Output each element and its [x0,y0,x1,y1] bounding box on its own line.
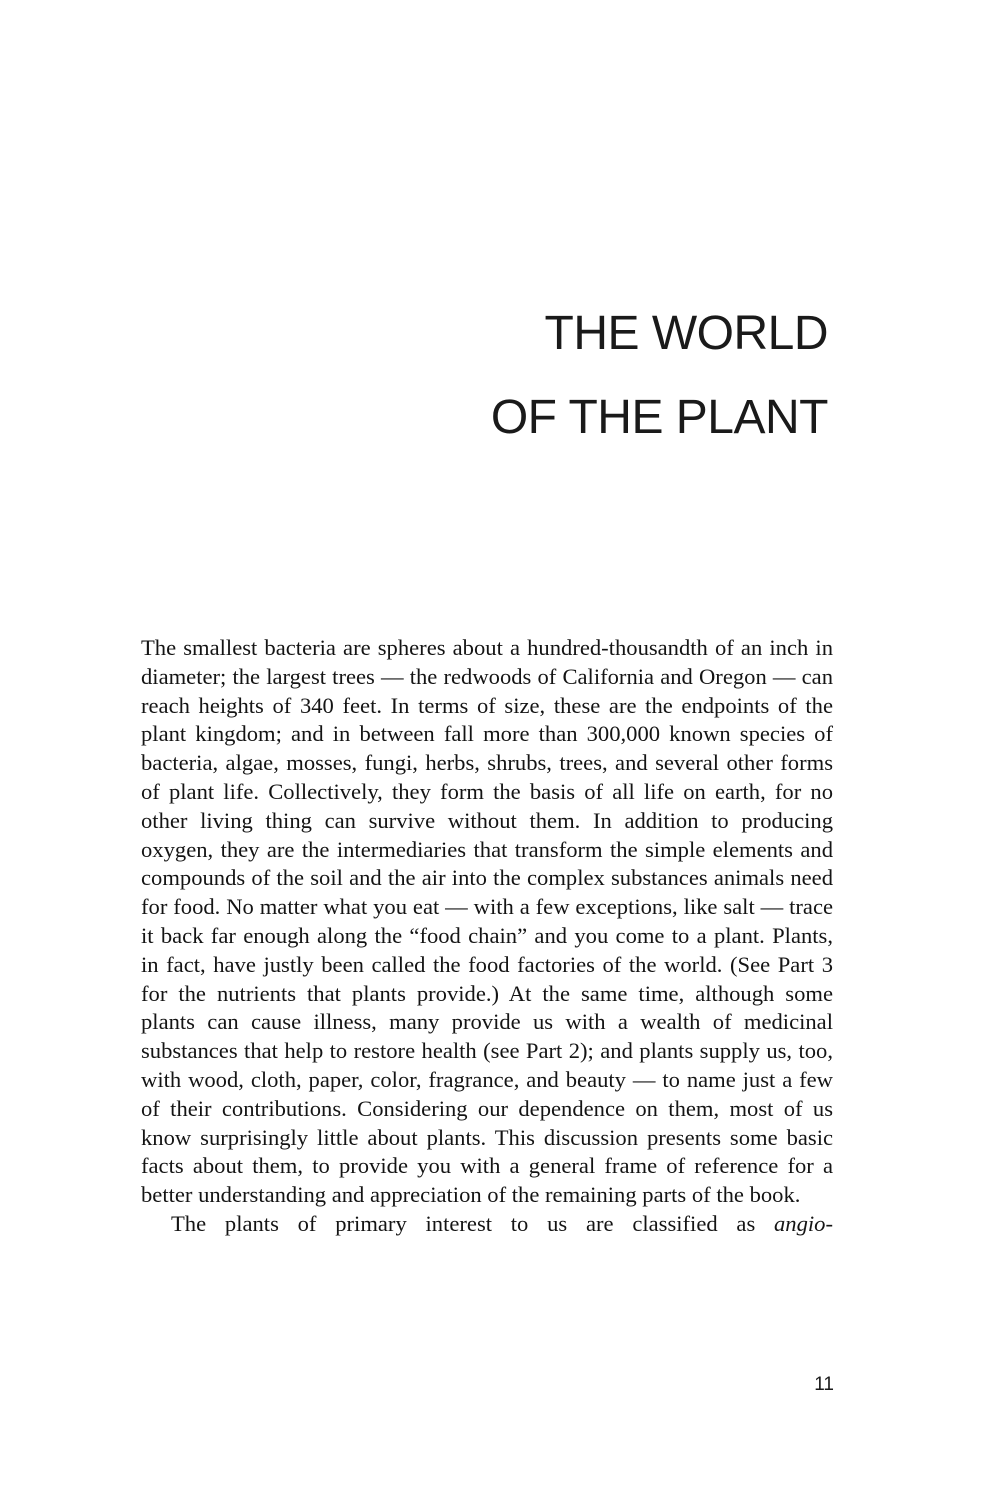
chapter-title-line-1: THE WORLD [544,307,828,360]
body-text [141,634,833,1239]
chapter-title [491,292,828,460]
paragraph-2-text: The plants of primary interest to us are classified as [171,1210,774,1236]
page-number: 11 [814,1374,834,1395]
paragraph-2-italic-term: angio- [774,1210,833,1236]
chapter-title-line-2: OF THE PLANT [490,391,828,444]
paragraph-2 [141,1210,833,1239]
paragraph-1: The smallest bacteria are spheres about a hundred-thousandth of an inch in diameter; the largest trees — the redwoods of California and Oregon — can reach heights of 340 feet. In terms of size, these are the endpoints of the plant kingdom; and in between fall more than 300,000 known species of bacteria, algae, mosses, fungi, herbs, shrubs, trees, and several other forms of plant life. Collectively, they form the basis of all life on earth, for no other living thing can survive without them. In addition to producing oxygen, they are the intermediaries that transform the simple elements and compounds of the soil and the air into the complex substances animals need for food. No matter what you eat — with a few exceptions, like salt — trace it back far enough along the “food chain” and you come to a plant. Plants, in fact, have justly been called the food factories of the world. (See Part 3 for the nutrients that plants provide.) At the same time, although some plants can cause illness, many provide us with a wealth of medicinal substances that help to restore health (see Part 2); and plants supply us, too, with wood, cloth, paper, color, fragrance, and beauty — to name just a few of their contributions. Considering our dependence on them, most of us know surprisingly little about plants. This discussion presents some basic facts about them, to provide you with a general frame of reference for a better understanding and appreciation of the remaining parts of the book. [141,635,833,1208]
